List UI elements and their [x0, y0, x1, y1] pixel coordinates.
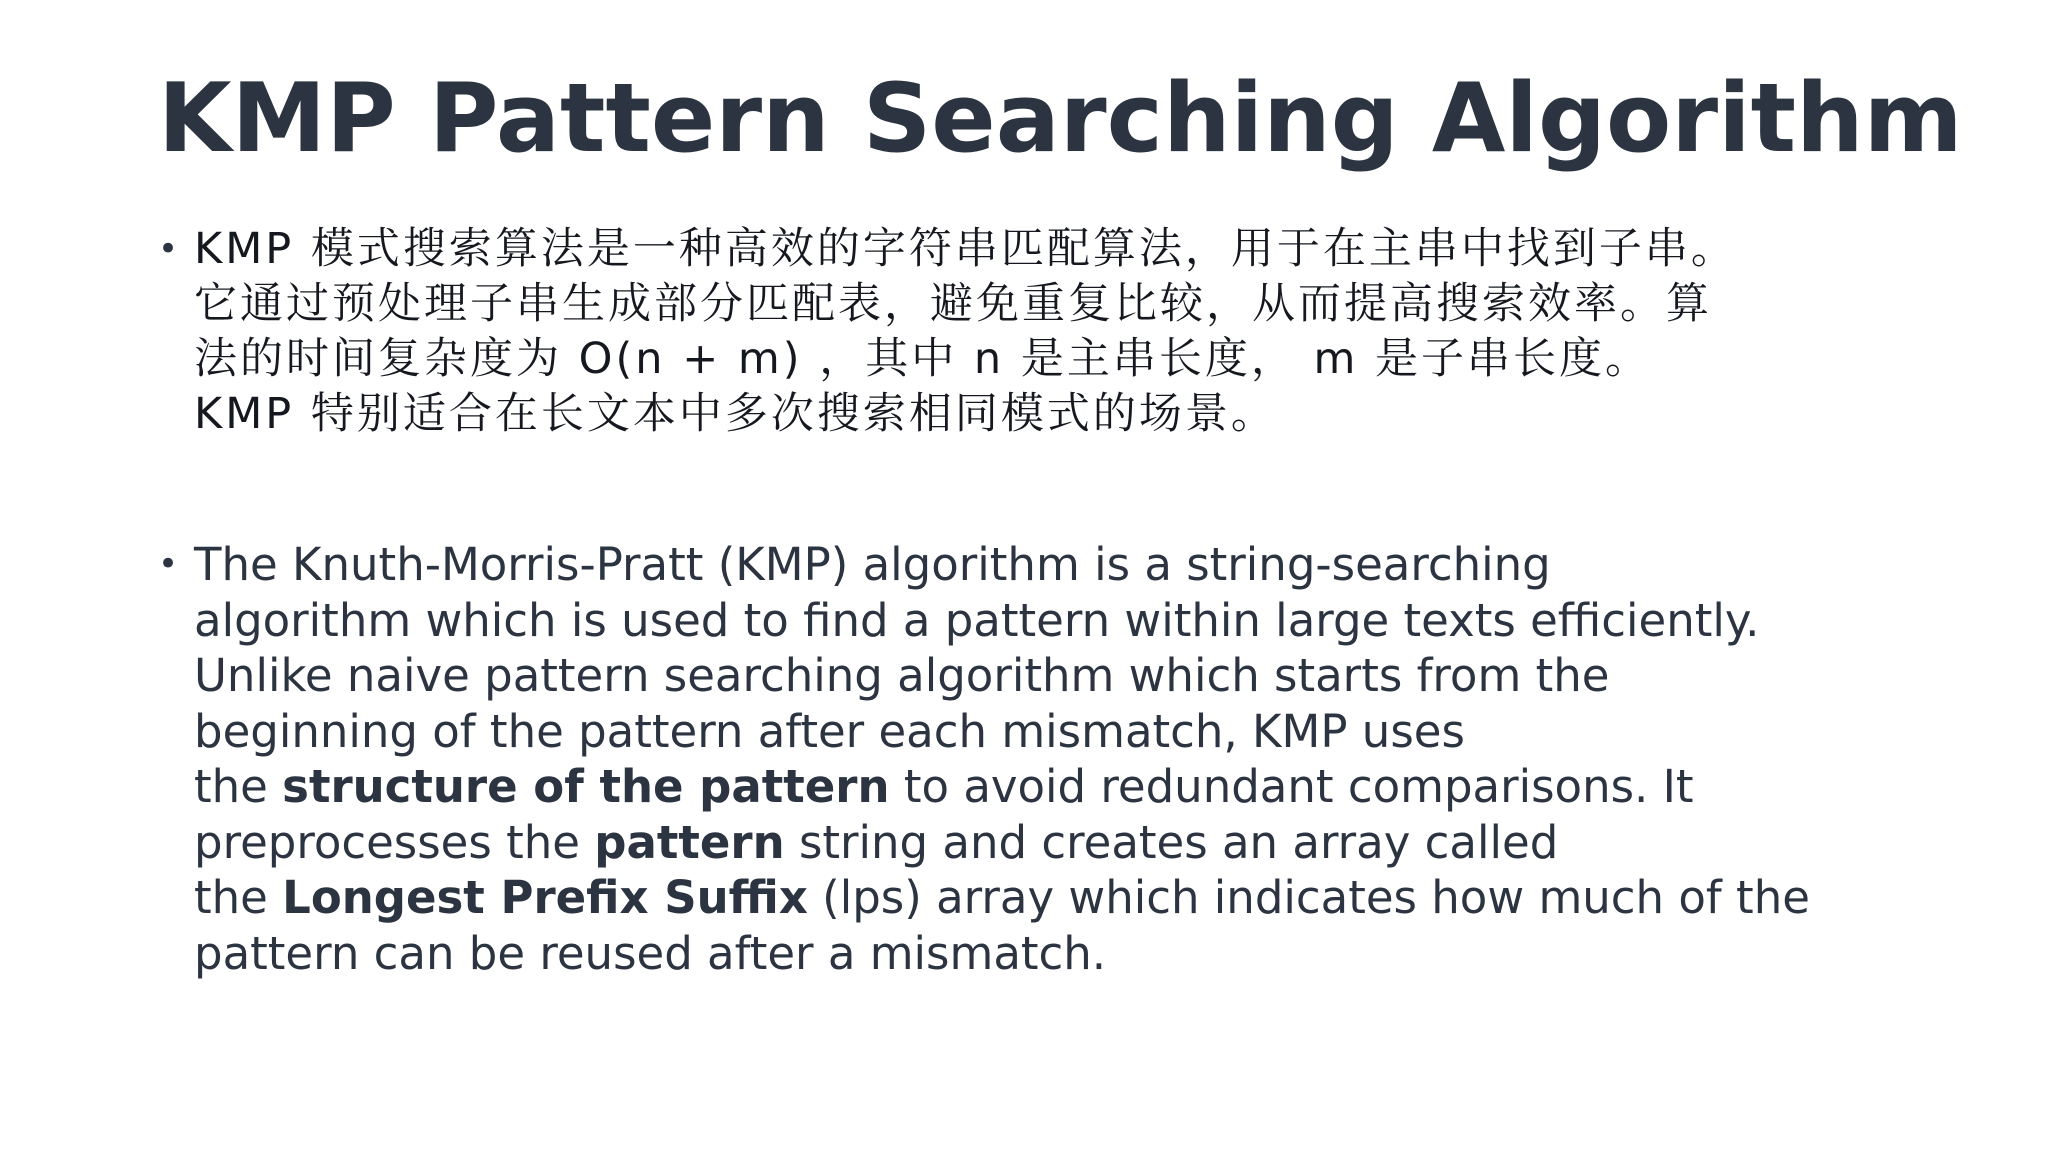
bullet-line [194, 870, 1934, 926]
bullet-line [194, 759, 1934, 815]
bold-phrase: Longest Prefix Suffix [282, 871, 808, 924]
bullet-line: 它通过预处理子串生成部分匹配表，避免重复比较，从而提高搜索效率。算 [194, 279, 1712, 329]
bullet-line: KMP 特别适合在长文本中多次搜索相同模式的场景。 [194, 389, 1277, 439]
text-run: the [194, 871, 283, 924]
bullet-marker: • [158, 544, 179, 584]
bullet-line: The Knuth-Morris-Pratt (KMP) algorithm is a string-searching [194, 538, 1551, 591]
bullet-line: pattern can be reused after a mismatch. [194, 926, 1107, 980]
text-run: preprocesses the [194, 815, 595, 869]
bullet-line [194, 815, 1934, 871]
bullet-line: 法的时间复杂度为 O(n + m) ，其中 n 是主串长度， m 是子串长度。 [194, 334, 1652, 384]
bullet-marker: • [158, 229, 182, 269]
bullet-line: Unlike naive pattern searching algorithm which starts from the [194, 649, 1610, 702]
bullet-line: beginning of the pattern after each mismatch, KMP uses [194, 704, 1465, 758]
bullet-line: algorithm which is used to find a pattern within large texts efficiently. [194, 593, 1760, 647]
text-run: to avoid redundant comparisons. It [889, 760, 1694, 813]
text-run: the [194, 760, 283, 813]
bold-phrase: structure of the pattern [282, 760, 890, 813]
bullet-list [158, 222, 1918, 981]
bold-phrase: pattern [594, 815, 785, 869]
bullet-line: KMP 模式搜索算法是一种高效的字符串匹配算法，用于在主串中找到子串。 [194, 224, 1737, 274]
text-run: string and creates an array called [784, 815, 1559, 869]
bullet-item-chinese [158, 222, 1924, 442]
bullet-item-english [158, 537, 1934, 981]
text-run: (lps) array which indicates how much of the [807, 871, 1810, 924]
slide-title: KMP Pattern Searching Algorithm [158, 64, 1963, 174]
